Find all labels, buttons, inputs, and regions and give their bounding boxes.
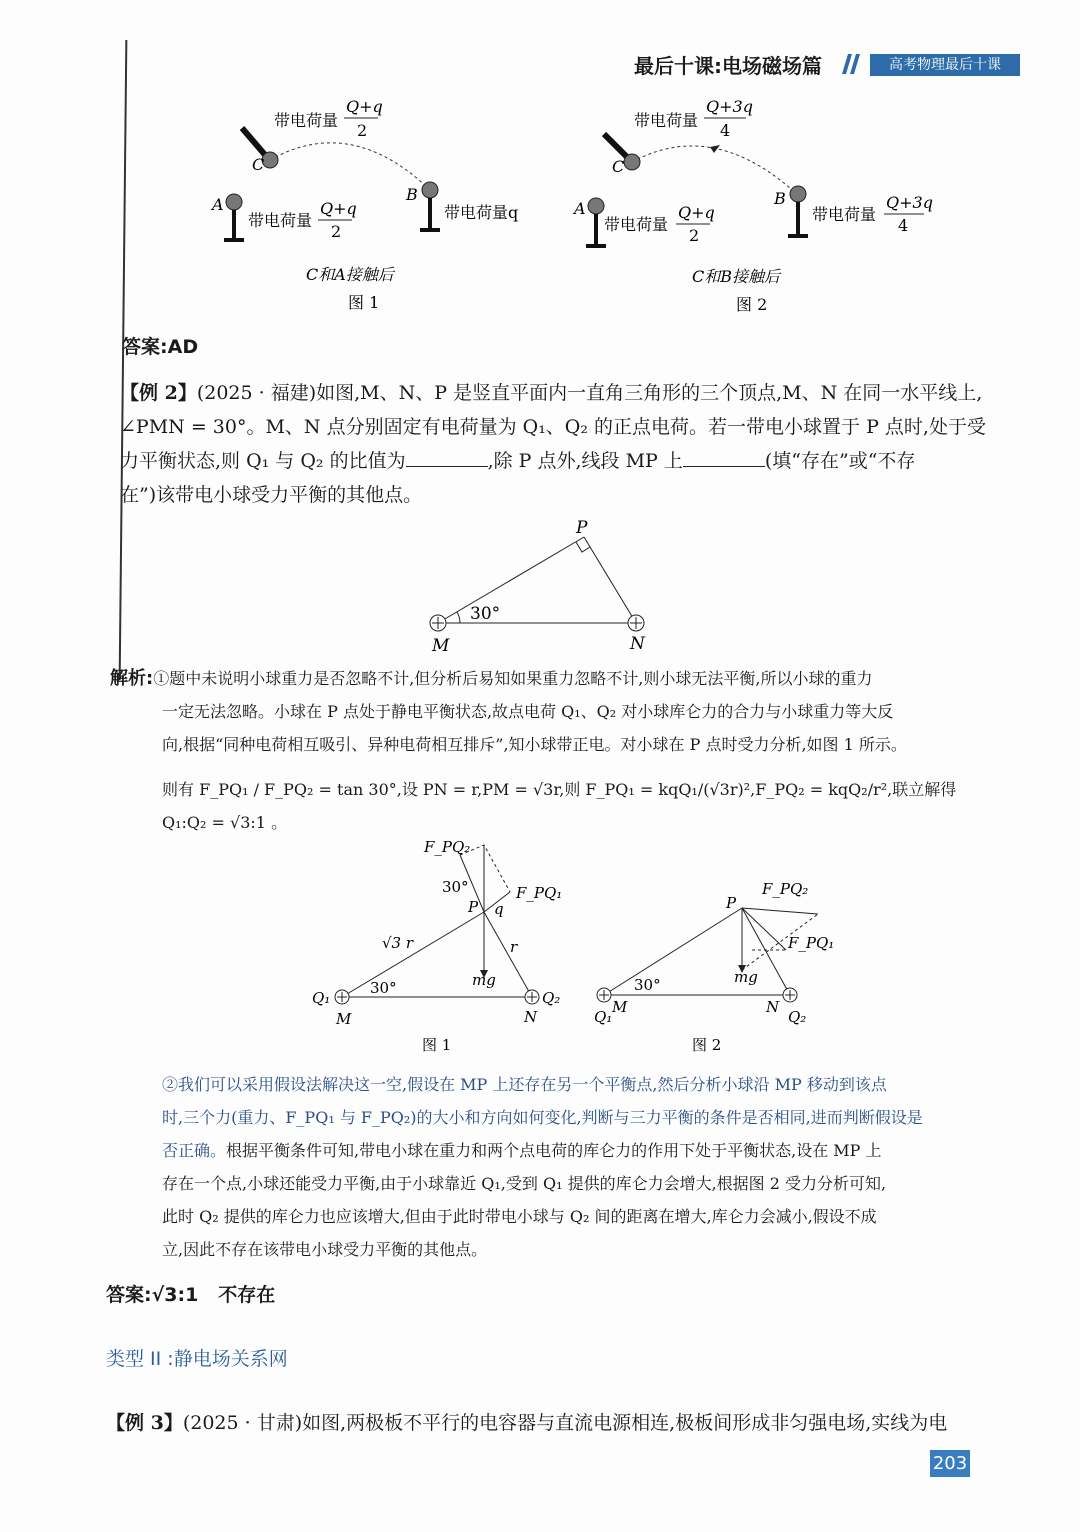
- question-line: (填“存在”或“不存: [764, 450, 916, 472]
- question-line: ∠PMN = 30°。M、N 点分别固定有电荷量为 Q₁、Q₂ 的正点电荷。若一带电小球置于 P 点时,处于受: [120, 416, 986, 438]
- contact-figures: [200, 90, 960, 320]
- answer-value: √3:1: [151, 1284, 199, 1306]
- question-line: ,除 P 点外,线段 MP 上: [487, 450, 683, 472]
- vertex-n: N: [630, 634, 645, 654]
- question-line: (2025 · 福建)如图,M、N、P 是竖直平面内一直角三角形的三个顶点,M、N 在同一水平线上,: [196, 382, 983, 404]
- answer-label: 答案:: [106, 1284, 152, 1306]
- analysis-line: 时,三个力(重力、F_PQ₁ 与 F_PQ₂)的大小和方向如何变化,判断与三力平衡的条件是否相同,进而判断假设是: [162, 1108, 923, 1127]
- question-line: 力平衡状态,则 Q₁ 与 Q₂ 的比值为: [120, 450, 406, 472]
- answer-value: AD: [167, 336, 199, 358]
- label-mg: mg: [472, 971, 496, 989]
- analysis-part-2: [162, 1068, 982, 1266]
- label-fpq2: F_PQ₂: [762, 880, 809, 898]
- angle-label: 30°: [370, 979, 397, 997]
- answer-blank-1[interactable]: [406, 448, 488, 467]
- analysis-part-1: [110, 662, 980, 839]
- label-mg: mg: [734, 968, 758, 986]
- insulated-rod: [242, 128, 266, 156]
- sphere-b: [790, 186, 806, 202]
- sphere-c: [262, 152, 278, 168]
- answer-label: 答案:: [122, 336, 168, 358]
- c-charge-label: 带电荷量: [274, 111, 339, 130]
- example-tag: 【例 3】: [106, 1412, 183, 1434]
- sphere-b: [422, 182, 438, 198]
- a-charge-label: 带电荷量: [248, 211, 313, 230]
- vertex-m: M: [432, 636, 450, 656]
- sphere-a: [226, 194, 242, 210]
- figure-title: 图 2: [692, 1036, 722, 1054]
- label-q1: Q₁: [594, 1008, 613, 1026]
- force-figure-2: [594, 880, 834, 1054]
- analysis-line: ①题中未说明小球重力是否忽略不计,但分析后易知如果重力忽略不计,则小球无法平衡,所以小球的重力: [153, 669, 873, 688]
- force-figures: [300, 830, 840, 1065]
- angle-label: 30°: [470, 604, 501, 624]
- analysis-formula: 则有 F_PQ₁ / F_PQ₂ = tan 30°,设 PN = r,PM = √3r,则 F_PQ₁ = kqQ₁/(√3r)²,F_PQ₂ = kqQ₂/r²,联立解得 Q₁:Q₂ = √3:1 。: [162, 780, 957, 832]
- page-number: 203: [930, 1450, 970, 1477]
- label-p: P: [468, 898, 479, 916]
- question-line: (2025 · 甘肃)如图,两极板不平行的电容器与直流电源相连,极板间形成非匀强电场,实线为电: [182, 1412, 948, 1434]
- analysis-line: 否正确。: [162, 1141, 227, 1160]
- label-q1: Q₁: [312, 989, 331, 1007]
- analysis-line: 存在一个点,小球还能受力平衡,由于小球靠近 Q₁,受到 Q₁ 提供的库仑力会增大,根据图 2 受力分析可知,: [162, 1174, 887, 1193]
- answer-2: [106, 1280, 275, 1307]
- c-charge-label: 带电荷量: [634, 111, 699, 130]
- a-charge-den: 2: [331, 222, 342, 241]
- analysis-line: 根据平衡条件可知,带电小球在重力和两个点电荷的库仑力的作用下处于平衡状态,设在 MP 上: [226, 1141, 882, 1160]
- analysis-line: 此时 Q₂ 提供的库仑力也应该增大,但由于此时带电小球与 Q₂ 间的距离在增大,库仑力会减小,假设不成: [162, 1207, 877, 1226]
- label-r: r: [510, 938, 518, 956]
- label-fpq1: F_PQ₁: [516, 884, 563, 902]
- c-charge-den: 2: [357, 121, 368, 140]
- analysis-line: 一定无法忽略。小球在 P 点处于静电平衡状态,故点电荷 Q₁、Q₂ 对小球库仑力的合力与小球重力等大反: [162, 702, 894, 721]
- c-charge-den: 4: [720, 121, 731, 140]
- b-charge-label: 带电荷量q: [444, 203, 519, 222]
- label-p: P: [726, 894, 737, 912]
- label-b: B: [406, 185, 418, 204]
- answer-blank-2[interactable]: [683, 448, 765, 467]
- figure-title: 图 1: [422, 1036, 452, 1054]
- label-fpq2: F_PQ₂: [424, 838, 471, 856]
- header-title: 最后十课:电场磁场篇: [634, 54, 822, 78]
- triangle-figure: [420, 515, 660, 660]
- a-charge-den: 2: [689, 226, 700, 245]
- label-n: N: [766, 998, 780, 1016]
- figure-caption: C和B接触后: [692, 267, 781, 286]
- header-slash-decoration: [842, 54, 866, 74]
- a-charge-num: Q+q: [320, 199, 357, 218]
- label-q: q: [494, 900, 504, 918]
- answer-1: [122, 332, 198, 359]
- example-3-question: [106, 1406, 986, 1440]
- a-charge-label: 带电荷量: [604, 215, 669, 234]
- analysis-line: 向,根据“同种电荷相互吸引、异种电荷相互排斥”,知小球带正电。对小球在 P 点时受力分析,如图 1 所示。: [162, 735, 907, 754]
- label-b: B: [774, 189, 786, 208]
- top-figure-1: [210, 97, 518, 312]
- label-c: C: [612, 157, 625, 176]
- label-sqrt3r: √3 r: [382, 934, 414, 952]
- example-tag: 【例 2】: [120, 382, 197, 404]
- label-q2: Q₂: [542, 989, 561, 1007]
- top-figure-2: [572, 97, 933, 314]
- b-charge-den: 4: [898, 216, 909, 235]
- label-a: A: [212, 195, 224, 214]
- sphere-c: [624, 154, 640, 170]
- margin-line: [119, 40, 128, 680]
- figure-caption: C和A接触后: [306, 265, 394, 284]
- label-m: M: [336, 1010, 352, 1028]
- label-fpq1: F_PQ₁: [788, 934, 835, 952]
- force-figure-1: [312, 838, 562, 1054]
- angle-label: 30°: [634, 976, 661, 994]
- question-line: 在”)该带电小球受力平衡的其他点。: [120, 484, 423, 506]
- header-series-label: 高考物理最后十课: [870, 54, 1020, 76]
- c-charge-num: Q+q: [346, 97, 383, 116]
- label-n: N: [524, 1008, 538, 1026]
- example-2-question: [120, 376, 990, 512]
- a-charge-num: Q+q: [678, 203, 715, 222]
- label-c: C: [252, 155, 265, 174]
- section-heading: 类型 II :静电场关系网: [106, 1348, 288, 1370]
- figure-title: 图 2: [736, 295, 768, 314]
- c-charge-num: Q+3q: [706, 97, 753, 116]
- label-a: A: [574, 199, 586, 218]
- label-m: M: [612, 998, 628, 1016]
- analysis-line: 立,因此不存在该带电小球受力平衡的其他点。: [162, 1240, 488, 1259]
- figure-title: 图 1: [348, 293, 380, 312]
- label-q2: Q₂: [788, 1008, 807, 1026]
- sphere-a: [588, 198, 604, 214]
- angle-top: 30°: [442, 878, 469, 896]
- b-charge-num: Q+3q: [886, 193, 933, 212]
- b-charge-label: 带电荷量: [812, 205, 877, 224]
- vertex-p: P: [576, 518, 588, 538]
- analysis-line: ②我们可以采用假设法解决这一空,假设在 MP 上还存在另一个平衡点,然后分析小球沿 MP 移动到该点: [162, 1075, 887, 1094]
- answer-value: 不存在: [218, 1284, 276, 1306]
- analysis-label: 解析:: [110, 668, 154, 689]
